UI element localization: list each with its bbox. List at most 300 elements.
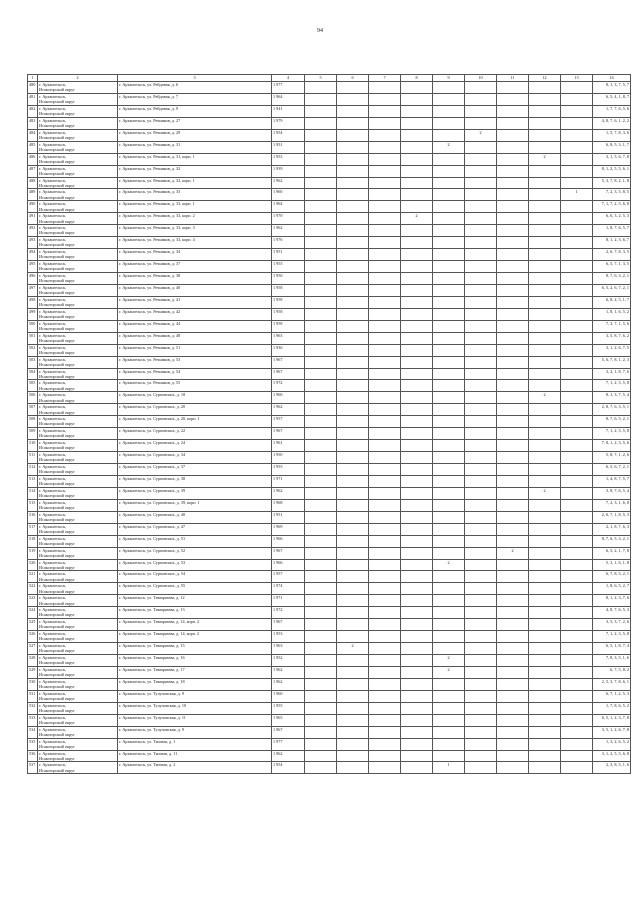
location-district: Исакогорский округ	[39, 743, 75, 749]
value-cell-11	[497, 213, 529, 225]
value-cell-7	[369, 487, 401, 499]
value-cell-9: 2	[433, 141, 465, 153]
value-cell-6	[337, 284, 369, 296]
value-cell-12: 2	[529, 487, 561, 499]
value-cell-13	[561, 666, 593, 678]
row-number: 489	[28, 189, 38, 201]
row-number: 514	[28, 487, 38, 499]
value-cell-10	[465, 237, 497, 249]
address-cell: г. Архангельск, ул. Тимирязева, д. 14, корп. 2	[118, 631, 272, 643]
value-cell-5	[305, 93, 337, 105]
table-row	[28, 750, 631, 762]
location-cell	[38, 82, 118, 94]
value-cell-6	[337, 404, 369, 416]
value-cell-6	[337, 607, 369, 619]
value-cell-8	[401, 201, 433, 213]
location-district: Исакогорский округ	[39, 576, 75, 582]
value-cell-12	[529, 547, 561, 559]
value-cell-11	[497, 678, 529, 690]
code-cell: 6, 7, 8, 5, 2, 1	[593, 571, 631, 583]
value-cell-11	[497, 82, 529, 94]
value-cell-10	[465, 464, 497, 476]
address-cell: г. Архангельск, ул. Речников, д. 51	[118, 344, 272, 356]
location-city: г. Архангельск,	[39, 356, 67, 362]
address-cell: г. Архангельск, ул. Сурповских, д. 20	[118, 404, 272, 416]
value-cell-8	[401, 666, 433, 678]
value-cell-13	[561, 619, 593, 631]
value-cell-13	[561, 261, 593, 273]
value-cell-9	[433, 237, 465, 249]
value-cell-7	[369, 666, 401, 678]
value-cell-9	[433, 464, 465, 476]
table-row	[28, 428, 631, 440]
value-cell-12	[529, 237, 561, 249]
location-city: г. Архангельск,	[39, 141, 67, 147]
location-district: Исакогорский округ	[39, 660, 75, 666]
value-cell-7	[369, 750, 401, 762]
value-cell-5	[305, 117, 337, 129]
code-cell: 8, 7, 6, 5, 2, 1	[593, 416, 631, 428]
value-cell-7	[369, 690, 401, 702]
value-cell-10	[465, 392, 497, 404]
code-cell: 3, 5, 1, 2, 6, 7, 8	[593, 726, 631, 738]
value-cell-8	[401, 416, 433, 428]
location-district: Исакогорский округ	[39, 194, 75, 200]
row-number: 507	[28, 404, 38, 416]
value-cell-10	[465, 428, 497, 440]
value-cell-11	[497, 631, 529, 643]
value-cell-8	[401, 714, 433, 726]
value-cell-9	[433, 487, 465, 499]
value-cell-9	[433, 643, 465, 655]
location-cell	[38, 249, 118, 261]
address-cell: г. Архангельск, ул. Сурповских, д. 39	[118, 487, 272, 499]
address-cell: г. Архангельск, ул. Речников, д. 33, корп. 3	[118, 225, 272, 237]
row-number: 527	[28, 643, 38, 655]
value-cell-12	[529, 177, 561, 189]
year-cell: 1 955	[272, 702, 305, 714]
address-cell: г. Архангельск, ул. Речников, д. 33	[118, 189, 272, 201]
value-cell-11	[497, 535, 529, 547]
value-cell-13	[561, 332, 593, 344]
table-row	[28, 678, 631, 690]
year-cell: 1 969	[272, 523, 305, 535]
table-row	[28, 273, 631, 285]
code-cell: 7, 1, 2, 3, 5, 8	[593, 380, 631, 392]
value-cell-10	[465, 344, 497, 356]
value-cell-8	[401, 678, 433, 690]
address-cell: г. Архангельск, ул. Тяговая, д. 11	[118, 750, 272, 762]
year-cell: 1 962	[272, 404, 305, 416]
value-cell-9	[433, 320, 465, 332]
value-cell-10	[465, 487, 497, 499]
value-cell-9: 2	[433, 655, 465, 667]
location-district: Исакогорский округ	[39, 182, 75, 188]
value-cell-10	[465, 523, 497, 535]
code-cell: 2, 5, 3, 7, 8, 6, 1	[593, 678, 631, 690]
code-cell: 7, 3, 7, 1, 5, 6	[593, 320, 631, 332]
location-cell	[38, 607, 118, 619]
location-district: Исакогорский округ	[39, 158, 75, 164]
location-district: Исакогорский округ	[39, 457, 75, 463]
table-row	[28, 487, 631, 499]
value-cell-13	[561, 201, 593, 213]
value-cell-13	[561, 249, 593, 261]
value-cell-10	[465, 631, 497, 643]
value-cell-8	[401, 380, 433, 392]
year-cell: 1 968	[272, 499, 305, 511]
value-cell-12	[529, 499, 561, 511]
value-cell-11	[497, 702, 529, 714]
value-cell-8	[401, 82, 433, 94]
value-cell-13	[561, 404, 593, 416]
year-cell: 1 950	[272, 452, 305, 464]
value-cell-8	[401, 607, 433, 619]
location-district: Исакогорский округ	[39, 469, 75, 475]
row-number: 533	[28, 714, 38, 726]
value-cell-5	[305, 296, 337, 308]
location-cell	[38, 475, 118, 487]
table-row	[28, 284, 631, 296]
location-cell	[38, 547, 118, 559]
code-cell: 3, 5, 8, 7, 6, 2	[593, 332, 631, 344]
value-cell-12	[529, 296, 561, 308]
value-cell-11	[497, 583, 529, 595]
value-cell-6	[337, 750, 369, 762]
row-number: 515	[28, 499, 38, 511]
value-cell-8	[401, 296, 433, 308]
value-cell-13	[561, 117, 593, 129]
value-cell-11	[497, 177, 529, 189]
column-header-6: 6	[337, 75, 369, 82]
value-cell-13	[561, 499, 593, 511]
value-cell-10	[465, 547, 497, 559]
row-number: 486	[28, 153, 38, 165]
value-cell-6	[337, 165, 369, 177]
value-cell-6	[337, 452, 369, 464]
year-cell: 1 974	[272, 583, 305, 595]
location-city: г. Архангельск,	[39, 225, 67, 231]
value-cell-8	[401, 499, 433, 511]
location-cell	[38, 129, 118, 141]
value-cell-5	[305, 284, 337, 296]
value-cell-9	[433, 619, 465, 631]
value-cell-12	[529, 750, 561, 762]
value-cell-12	[529, 762, 561, 774]
location-district: Исакогорский округ	[39, 516, 75, 522]
value-cell-8	[401, 392, 433, 404]
value-cell-9	[433, 452, 465, 464]
value-cell-8	[401, 165, 433, 177]
row-number: 498	[28, 296, 38, 308]
value-cell-11	[497, 666, 529, 678]
row-number: 482	[28, 105, 38, 117]
table-row	[28, 117, 631, 129]
location-cell	[38, 416, 118, 428]
value-cell-5	[305, 666, 337, 678]
code-cell: 5, 6, 7, 8, 1, 2, 3	[593, 356, 631, 368]
value-cell-7	[369, 165, 401, 177]
value-cell-12	[529, 523, 561, 535]
location-district: Исакогорский округ	[39, 624, 75, 630]
table-row	[28, 332, 631, 344]
location-district: Исакогорский округ	[39, 540, 75, 546]
location-district: Исакогорский округ	[39, 361, 75, 367]
value-cell-12	[529, 380, 561, 392]
code-cell: 3, 1, 5, 6, 7, 8	[593, 153, 631, 165]
value-cell-9	[433, 607, 465, 619]
address-cell: г. Архангельск, ул. Речников, д. 55	[118, 380, 272, 392]
value-cell-10	[465, 117, 497, 129]
row-number: 493	[28, 237, 38, 249]
value-cell-8	[401, 440, 433, 452]
address-cell: г. Архангельск, ул. Сурповских, д. 22	[118, 428, 272, 440]
location-city: г. Архангельск,	[39, 237, 67, 243]
row-number: 523	[28, 595, 38, 607]
row-number: 516	[28, 511, 38, 523]
location-cell	[38, 702, 118, 714]
value-cell-13	[561, 738, 593, 750]
location-district: Исакогорский округ	[39, 755, 75, 761]
address-cell: г. Архангельск, ул. Рейдовая, д. 7	[118, 93, 272, 105]
location-city: г. Архангельск,	[39, 714, 67, 720]
value-cell-13	[561, 284, 593, 296]
code-cell: 8, 1, 2, 3, 7, 6	[593, 595, 631, 607]
value-cell-7	[369, 559, 401, 571]
address-cell: г. Архангельск, ул. Речников, д. 40	[118, 284, 272, 296]
value-cell-10	[465, 284, 497, 296]
value-cell-7	[369, 368, 401, 380]
table-row	[28, 571, 631, 583]
year-cell: 1 960	[272, 392, 305, 404]
column-header-2: 2	[38, 75, 118, 82]
value-cell-11	[497, 320, 529, 332]
table-row	[28, 225, 631, 237]
value-cell-5	[305, 499, 337, 511]
value-cell-5	[305, 487, 337, 499]
row-number: 524	[28, 607, 38, 619]
location-district: Исакогорский округ	[39, 218, 75, 224]
location-city: г. Архангельск,	[39, 702, 67, 708]
value-cell-6	[337, 153, 369, 165]
value-cell-11	[497, 499, 529, 511]
address-cell: г. Архангельск, ул. Рейдовая, д. 6	[118, 82, 272, 94]
location-city: г. Архангельск,	[39, 738, 67, 744]
location-city: г. Архангельск,	[39, 308, 67, 314]
value-cell-13	[561, 762, 593, 774]
value-cell-10	[465, 368, 497, 380]
table-row	[28, 213, 631, 225]
value-cell-12	[529, 619, 561, 631]
code-cell: 5, 3, 7, 8, 2, 1, 8	[593, 177, 631, 189]
value-cell-9	[433, 225, 465, 237]
table-row	[28, 296, 631, 308]
code-cell: 2, 1, 8, 7, 6, 3	[593, 523, 631, 535]
value-cell-7	[369, 511, 401, 523]
value-cell-6	[337, 189, 369, 201]
value-cell-5	[305, 714, 337, 726]
value-cell-11	[497, 249, 529, 261]
location-city: г. Архангельск,	[39, 428, 67, 434]
value-cell-9	[433, 690, 465, 702]
value-cell-12	[529, 714, 561, 726]
value-cell-9: 2	[433, 559, 465, 571]
value-cell-10	[465, 404, 497, 416]
value-cell-6	[337, 762, 369, 774]
value-cell-9	[433, 165, 465, 177]
location-city: г. Архангельск,	[39, 177, 67, 183]
table-row	[28, 141, 631, 153]
location-city: г. Архангельск,	[39, 678, 67, 684]
address-cell: г. Архангельск, ул. Тимирязева, д. 17	[118, 666, 272, 678]
value-cell-12	[529, 416, 561, 428]
table-row	[28, 583, 631, 595]
column-header-3: 3	[118, 75, 272, 82]
value-cell-6	[337, 631, 369, 643]
value-cell-9	[433, 82, 465, 94]
value-cell-5	[305, 523, 337, 535]
value-cell-13	[561, 368, 593, 380]
value-cell-8	[401, 189, 433, 201]
value-cell-10	[465, 273, 497, 285]
value-cell-12	[529, 249, 561, 261]
value-cell-7	[369, 619, 401, 631]
value-cell-13	[561, 105, 593, 117]
value-cell-6	[337, 380, 369, 392]
location-district: Исакогорский округ	[39, 445, 75, 451]
value-cell-7	[369, 452, 401, 464]
table-row	[28, 368, 631, 380]
value-cell-5	[305, 762, 337, 774]
code-cell: 8, 1, 3, 7, 5, 4	[593, 392, 631, 404]
value-cell-13	[561, 714, 593, 726]
value-cell-13: 1	[561, 189, 593, 201]
value-cell-12	[529, 105, 561, 117]
value-cell-8	[401, 225, 433, 237]
value-cell-6	[337, 702, 369, 714]
row-number: 534	[28, 726, 38, 738]
year-cell: 1 941	[272, 105, 305, 117]
location-district: Исакогорский округ	[39, 648, 75, 654]
value-cell-7	[369, 547, 401, 559]
location-cell	[38, 631, 118, 643]
row-number: 508	[28, 416, 38, 428]
value-cell-13	[561, 165, 593, 177]
address-cell: г. Архангельск, ул. Тимирязева, д. 16	[118, 655, 272, 667]
location-city: г. Архангельск,	[39, 643, 67, 649]
address-cell: г. Архангельск, ул. Сурповских, д. 37	[118, 464, 272, 476]
location-city: г. Архангельск,	[39, 464, 67, 469]
value-cell-6	[337, 511, 369, 523]
column-header-13: 13	[561, 75, 593, 82]
value-cell-5	[305, 428, 337, 440]
value-cell-13	[561, 631, 593, 643]
value-cell-6	[337, 141, 369, 153]
location-district: Исакогорский округ	[39, 707, 75, 713]
year-cell: 1 955	[272, 261, 305, 273]
table-row	[28, 82, 631, 94]
location-cell	[38, 344, 118, 356]
value-cell-8	[401, 631, 433, 643]
location-cell	[38, 380, 118, 392]
value-cell-8	[401, 619, 433, 631]
value-cell-10	[465, 475, 497, 487]
value-cell-5	[305, 607, 337, 619]
address-cell: г. Архангельск, ул. Сурповских, д. 40	[118, 511, 272, 523]
location-city: г. Архангельск,	[39, 511, 67, 517]
value-cell-9	[433, 738, 465, 750]
row-number: 496	[28, 273, 38, 285]
value-cell-6: 2	[337, 643, 369, 655]
location-district: Исакогорский округ	[39, 302, 75, 308]
location-cell	[38, 141, 118, 153]
location-city: г. Архангельск,	[39, 499, 67, 505]
row-number: 528	[28, 655, 38, 667]
address-cell: г. Архангельск, ул. Сурповских, д. 20, корп. 1	[118, 416, 272, 428]
value-cell-10	[465, 607, 497, 619]
value-cell-7	[369, 332, 401, 344]
value-cell-12	[529, 141, 561, 153]
value-cell-13	[561, 511, 593, 523]
table-row	[28, 619, 631, 631]
value-cell-13	[561, 595, 593, 607]
year-cell: 1 954	[272, 762, 305, 774]
location-city: г. Архангельск,	[39, 487, 67, 493]
address-cell: г. Архангельск, ул. Речников, д. 32, корп. 1	[118, 177, 272, 189]
value-cell-7	[369, 308, 401, 320]
value-cell-11	[497, 93, 529, 105]
value-cell-12	[529, 535, 561, 547]
row-number: 500	[28, 320, 38, 332]
value-cell-13	[561, 153, 593, 165]
location-city: г. Архангельск,	[39, 273, 67, 278]
value-cell-10	[465, 141, 497, 153]
value-cell-9	[433, 571, 465, 583]
address-cell: г. Архангельск, ул. Тимирязева, д. 15	[118, 643, 272, 655]
value-cell-10	[465, 571, 497, 583]
value-cell-9	[433, 499, 465, 511]
location-district: Исакогорский округ	[39, 266, 75, 272]
location-city: г. Архангельск,	[39, 213, 67, 219]
location-cell	[38, 165, 118, 177]
value-cell-5	[305, 380, 337, 392]
location-district: Исакогорский округ	[39, 433, 75, 439]
value-cell-5	[305, 201, 337, 213]
value-cell-10	[465, 452, 497, 464]
value-cell-10	[465, 93, 497, 105]
location-district: Исакогорский округ	[39, 123, 75, 129]
location-district: Исакогорский округ	[39, 254, 75, 260]
row-number: 532	[28, 702, 38, 714]
value-cell-7	[369, 153, 401, 165]
table-row	[28, 153, 631, 165]
value-cell-9	[433, 678, 465, 690]
location-cell	[38, 296, 118, 308]
value-cell-9	[433, 440, 465, 452]
row-number: 512	[28, 464, 38, 476]
value-cell-11	[497, 332, 529, 344]
table-row	[28, 392, 631, 404]
value-cell-5	[305, 416, 337, 428]
column-header-14: 14	[593, 75, 631, 82]
value-cell-9	[433, 583, 465, 595]
location-district: Исакогорский округ	[39, 242, 75, 248]
location-district: Исакогорский округ	[39, 481, 75, 487]
location-city: г. Архангельск,	[39, 535, 67, 541]
value-cell-7	[369, 738, 401, 750]
table-row	[28, 320, 631, 332]
value-cell-5	[305, 308, 337, 320]
